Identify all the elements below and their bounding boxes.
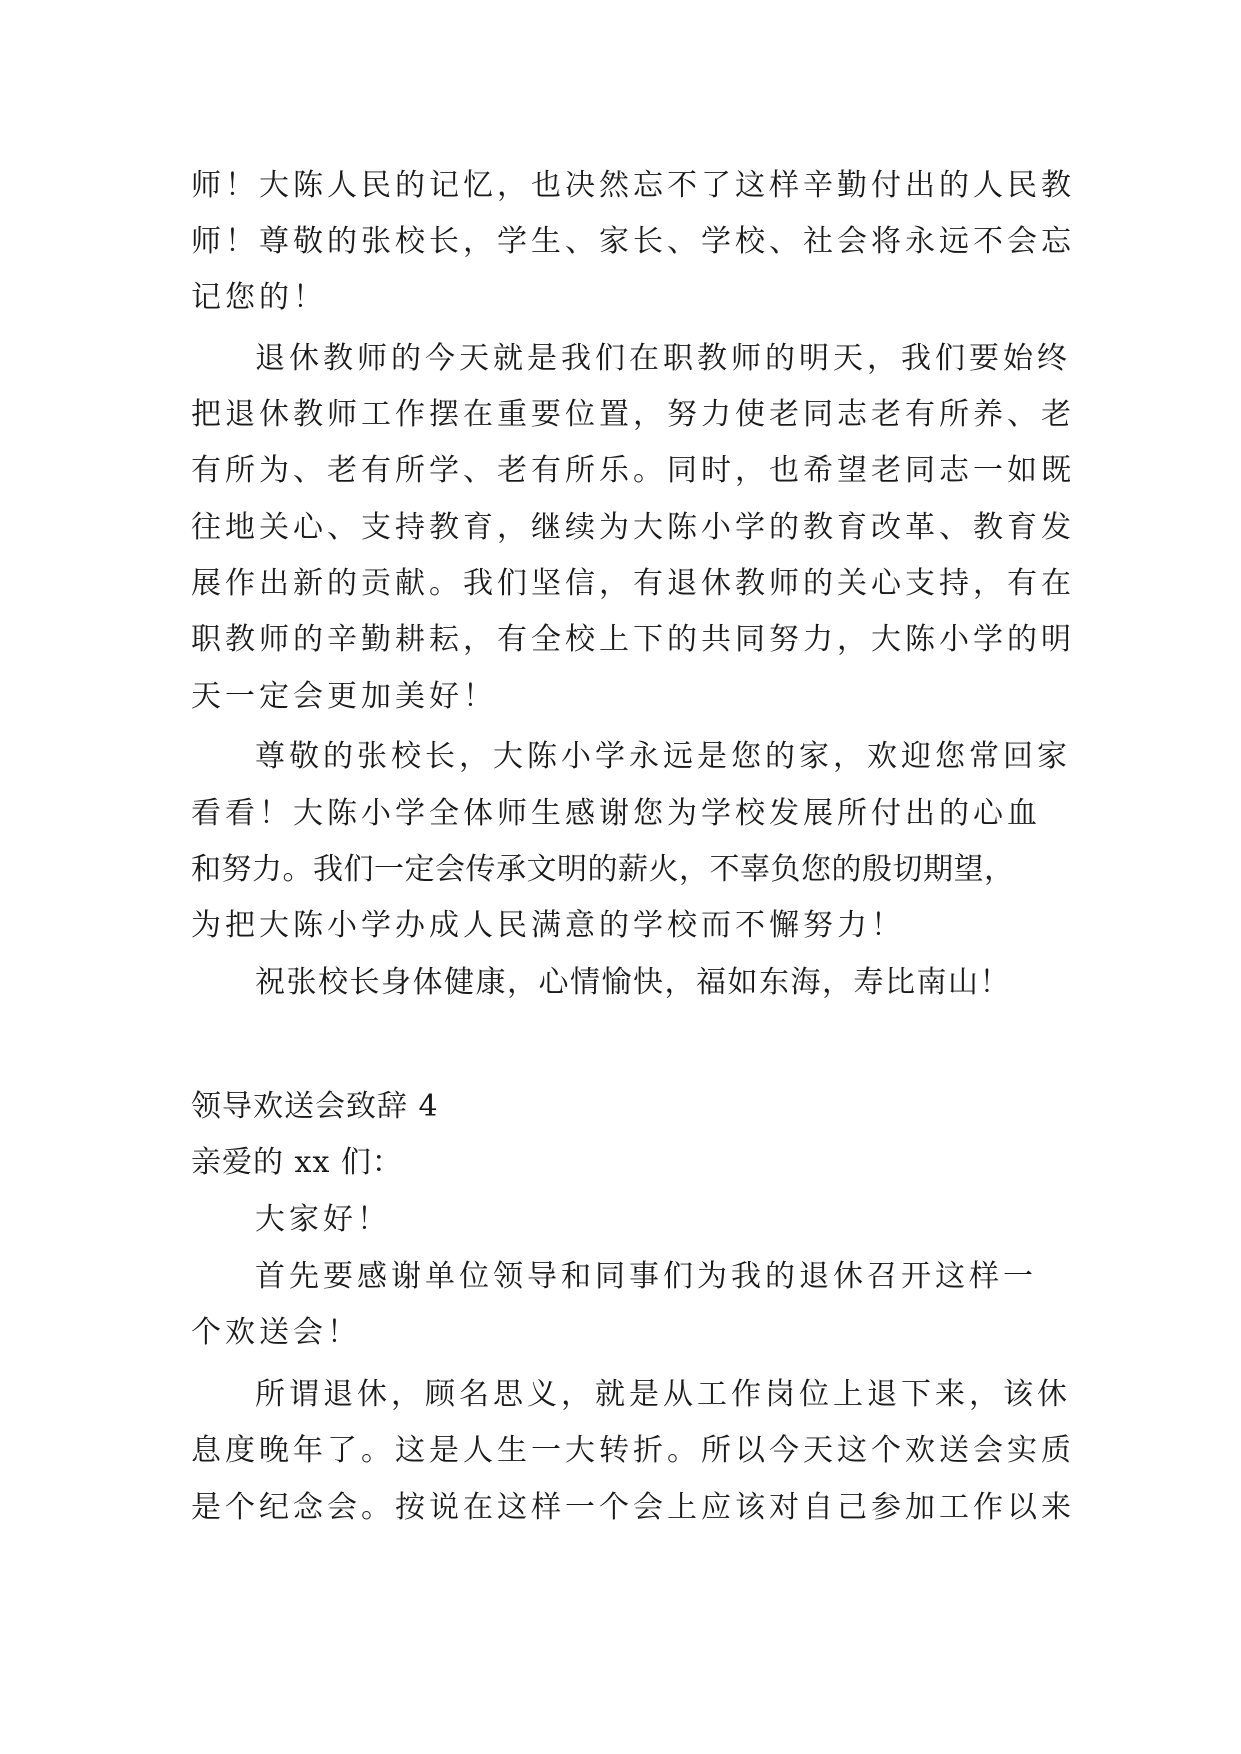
text-line: 是个纪念会。按说在这样一个会上应该对自己参加工作以来 bbox=[191, 1490, 1075, 1525]
text-line: 所谓退休，顾名思义，就是从工作岗位上退下来，该休 bbox=[255, 1377, 1071, 1412]
text-line: 退休教师的今天就是我们在职教师的明天，我们要始终 bbox=[255, 341, 1071, 376]
text-line: 为把大陈小学办成人民满意的学校而不懈努力！ bbox=[191, 908, 905, 943]
text-line: 师！尊敬的张校长，学生、家长、学校、社会将永远不会忘 bbox=[191, 224, 1075, 259]
text-line: 把退休教师工作摆在重要位置，努力使老同志老有所养、老 bbox=[191, 397, 1075, 432]
text-line: 记您的！ bbox=[191, 280, 327, 315]
text-line: 和努力。我们一定会传承文明的薪火，不辜负您的殷切期望， bbox=[191, 852, 1015, 887]
section-heading: 领导欢送会致辞 4 bbox=[191, 1089, 439, 1124]
text-line: 尊敬的张校长，大陈小学永远是您的家，欢迎您常回家 bbox=[255, 739, 1071, 774]
text-line: 首先要感谢单位领导和同事们为我的退休召开这样一 bbox=[255, 1259, 1037, 1294]
text-line: 展作出新的贡献。我们坚信，有退休教师的关心支持，有在 bbox=[191, 566, 1075, 601]
text-line: 个欢送会！ bbox=[191, 1315, 361, 1350]
text-line: 看看！大陈小学全体师生感谢您为学校发展所付出的心血 bbox=[191, 796, 1041, 831]
text-line: 有所为、老有所学、老有所乐。同时，也希望老同志一如既 bbox=[191, 453, 1075, 488]
text-line: 职教师的辛勤耕耘，有全校上下的共同努力，大陈小学的明 bbox=[191, 622, 1075, 657]
text-line: 息度晚年了。这是人生一大转折。所以今天这个欢送会实质 bbox=[191, 1433, 1075, 1468]
text-line: 师！大陈人民的记忆，也决然忘不了这样辛勤付出的人民教 bbox=[191, 168, 1075, 203]
text-line: 祝张校长身体健康，心情愉快，福如东海，寿比南山！ bbox=[255, 965, 1011, 1000]
greeting: 大家好！ bbox=[255, 1202, 391, 1237]
text-line: 往地关心、支持教育，继续为大陈小学的教育改革、教育发 bbox=[191, 510, 1075, 545]
text-line: 天一定会更加美好！ bbox=[191, 679, 497, 714]
salutation: 亲爱的 xx 们： bbox=[191, 1145, 403, 1180]
